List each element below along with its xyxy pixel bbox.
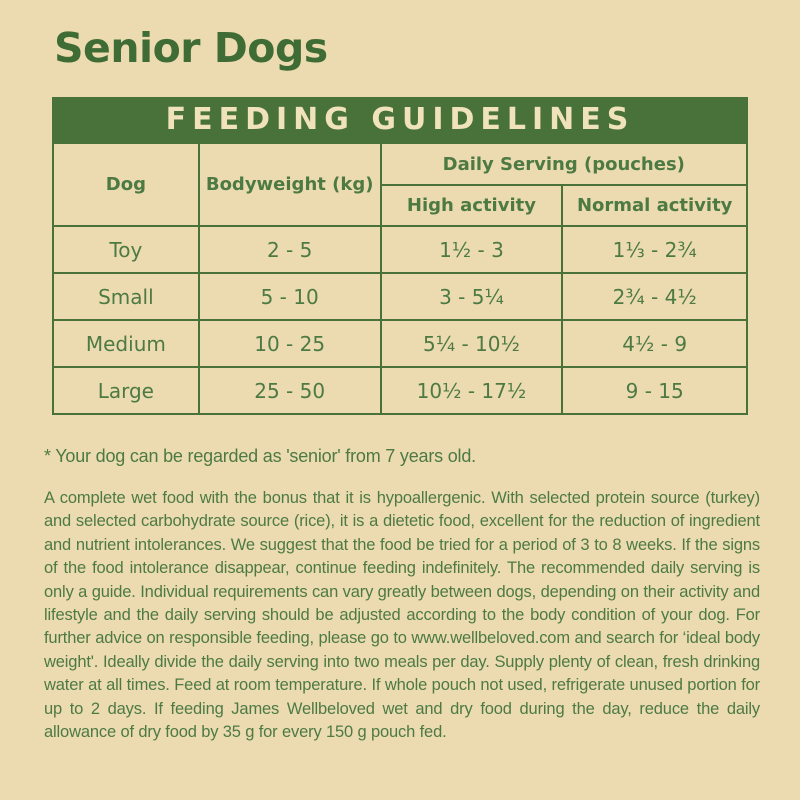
cell-high-activity: 10½ - 17½ bbox=[381, 367, 563, 414]
col-header-daily-serving: Daily Serving (pouches) bbox=[381, 143, 747, 185]
cell-high-activity: 1½ - 3 bbox=[381, 226, 563, 273]
cell-high-activity: 5¼ - 10½ bbox=[381, 320, 563, 367]
table-row-large bbox=[53, 367, 747, 414]
cell-dog: Medium bbox=[53, 320, 199, 367]
cell-bodyweight: 5 - 10 bbox=[199, 273, 381, 320]
cell-normal-activity: 2¾ - 4½ bbox=[562, 273, 747, 320]
table-banner: FEEDING GUIDELINES bbox=[52, 97, 748, 142]
cell-normal-activity: 9 - 15 bbox=[562, 367, 747, 414]
table-row-small bbox=[53, 273, 747, 320]
page-title: Senior Dogs bbox=[54, 24, 328, 72]
feeding-table bbox=[52, 142, 748, 415]
col-header-normal-activity: Normal activity bbox=[562, 185, 747, 226]
cell-normal-activity: 4½ - 9 bbox=[562, 320, 747, 367]
col-header-bodyweight: Bodyweight (kg) bbox=[199, 143, 381, 226]
table-row-medium bbox=[53, 320, 747, 367]
col-header-high-activity: High activity bbox=[381, 185, 563, 226]
cell-dog: Small bbox=[53, 273, 199, 320]
senior-age-footnote: * Your dog can be regarded as 'senior' from 7 years old. bbox=[44, 446, 476, 466]
table-row-toy bbox=[53, 226, 747, 273]
cell-bodyweight: 2 - 5 bbox=[199, 226, 381, 273]
cell-dog: Toy bbox=[53, 226, 199, 273]
cell-bodyweight: 25 - 50 bbox=[199, 367, 381, 414]
cell-normal-activity: 1⅓ - 2¾ bbox=[562, 226, 747, 273]
header-row-top bbox=[53, 143, 747, 185]
feeding-description-paragraph: A complete wet food with the bonus that it is hypoallergenic. With selected protein source (turkey) and selected carbohydrate source (rice), it is a dietetic food, excellent for the reduction of ingredient and nutrient intolerances. We suggest that the food be tried for a period of 3 to 8 weeks. If the signs of the food intolerance disappear, continue feeding indefinitely. The recommended daily serving is only a guide. Individual requirements can vary greatly between dogs, depending on their activity and lifestyle and the daily serving should be adjusted according to the body condition of your dog. For further advice on responsible feeding, please go to www.wellbeloved.com and search for ‘ideal body weight'. Ideally divide the daily serving into two meals per day. Supply plenty of clean, fresh drinking water at all times. Feed at room temperature. If whole pouch not used, refrigerate unused portion for up to 2 days. If feeding James Wellbeloved wet and dry food during the day, reduce the daily allowance of dry food by 35 g for every 150 g pouch fed. bbox=[44, 489, 760, 742]
feeding-guidelines-table bbox=[52, 97, 748, 415]
cell-high-activity: 3 - 5¼ bbox=[381, 273, 563, 320]
col-header-dog: Dog bbox=[53, 143, 199, 226]
cell-dog: Large bbox=[53, 367, 199, 414]
cell-bodyweight: 10 - 25 bbox=[199, 320, 381, 367]
